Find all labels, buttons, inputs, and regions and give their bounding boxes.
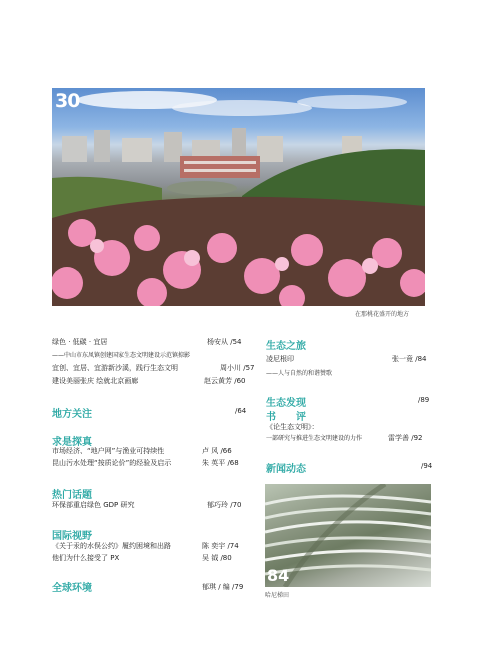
- section-page: /94: [421, 462, 433, 470]
- hero-illustration: [52, 88, 425, 306]
- article-title: 凌尼根印: [266, 355, 294, 363]
- section-title[interactable]: 热门话题: [52, 490, 92, 501]
- article-author-page: 朱 英平 /68: [202, 459, 239, 467]
- terrace-photo: [265, 484, 431, 587]
- article-title: 环保部重启绿色 GDP 研究: [52, 501, 135, 509]
- article-subtitle: ——人与自然的和谐赞歌: [266, 370, 333, 377]
- article-author-page: 雷学善 /92: [388, 434, 423, 442]
- article-author-page: 张一竟 /84: [392, 355, 427, 363]
- article-author-page: 杨安从 /54: [207, 338, 242, 346]
- article-title: 《论生态文明》：: [266, 423, 319, 431]
- section-title[interactable]: 求是探真: [52, 437, 92, 448]
- article-title: 市场经济、“地户网”与渔业可持续性: [52, 447, 165, 455]
- section-title[interactable]: 地方关注: [52, 409, 92, 420]
- article-title: 宜创、宜居、宜游新沙溪，践行生态文明: [52, 364, 178, 372]
- section-page: 郁琪 / 编 /79: [202, 583, 244, 591]
- section-title[interactable]: 全球环境: [52, 583, 92, 594]
- article-subtitle-text: ——中山市东凤镇创建国家生态文明建设示范镇掠影: [52, 352, 191, 359]
- terrace-illustration: [265, 484, 431, 587]
- section-title[interactable]: 生态发现: [266, 398, 306, 409]
- hero-photo: [52, 88, 425, 306]
- section-title[interactable]: 新闻动态: [266, 464, 306, 475]
- thumb-page-number: 84: [267, 566, 290, 585]
- article-subtitle: 一部研究与推进生态文明建设的力作: [266, 435, 363, 442]
- article-title: 他们为什么接受了 PX: [52, 554, 120, 562]
- article-title: 绿色 · 低碳 · 宜居: [52, 338, 108, 346]
- article-author-page: 赵云黄芳 /60: [204, 377, 246, 385]
- article-title: 建设美丽张庆 绘就北京画廊: [52, 377, 139, 385]
- section-page: /89: [418, 396, 430, 404]
- article-author-page: 郁巧玲 /70: [207, 501, 242, 509]
- section-title[interactable]: 书 评: [266, 412, 306, 423]
- section-title[interactable]: 生态之旅: [266, 341, 306, 352]
- section-title[interactable]: 国际视野: [52, 531, 92, 542]
- article-title: 《关于汞的水俣公约》履约困境和出路: [52, 542, 171, 550]
- hero-caption: 在那桃花盛开的地方: [355, 311, 410, 318]
- article-author-page: 陈 奕宇 /74: [202, 542, 239, 550]
- section-page: /64: [235, 407, 247, 415]
- hero-page-number: 30: [55, 90, 80, 112]
- article-author-page: 吴 钺 /80: [202, 554, 232, 562]
- article-author-page: 卢 风 /66: [202, 447, 232, 455]
- article-title: 昆山污水处理“按质论价”的经验及启示: [52, 459, 172, 467]
- article-author-page: 周小川 /57: [220, 364, 255, 372]
- thumb-caption: 哈尼梯田: [265, 592, 290, 599]
